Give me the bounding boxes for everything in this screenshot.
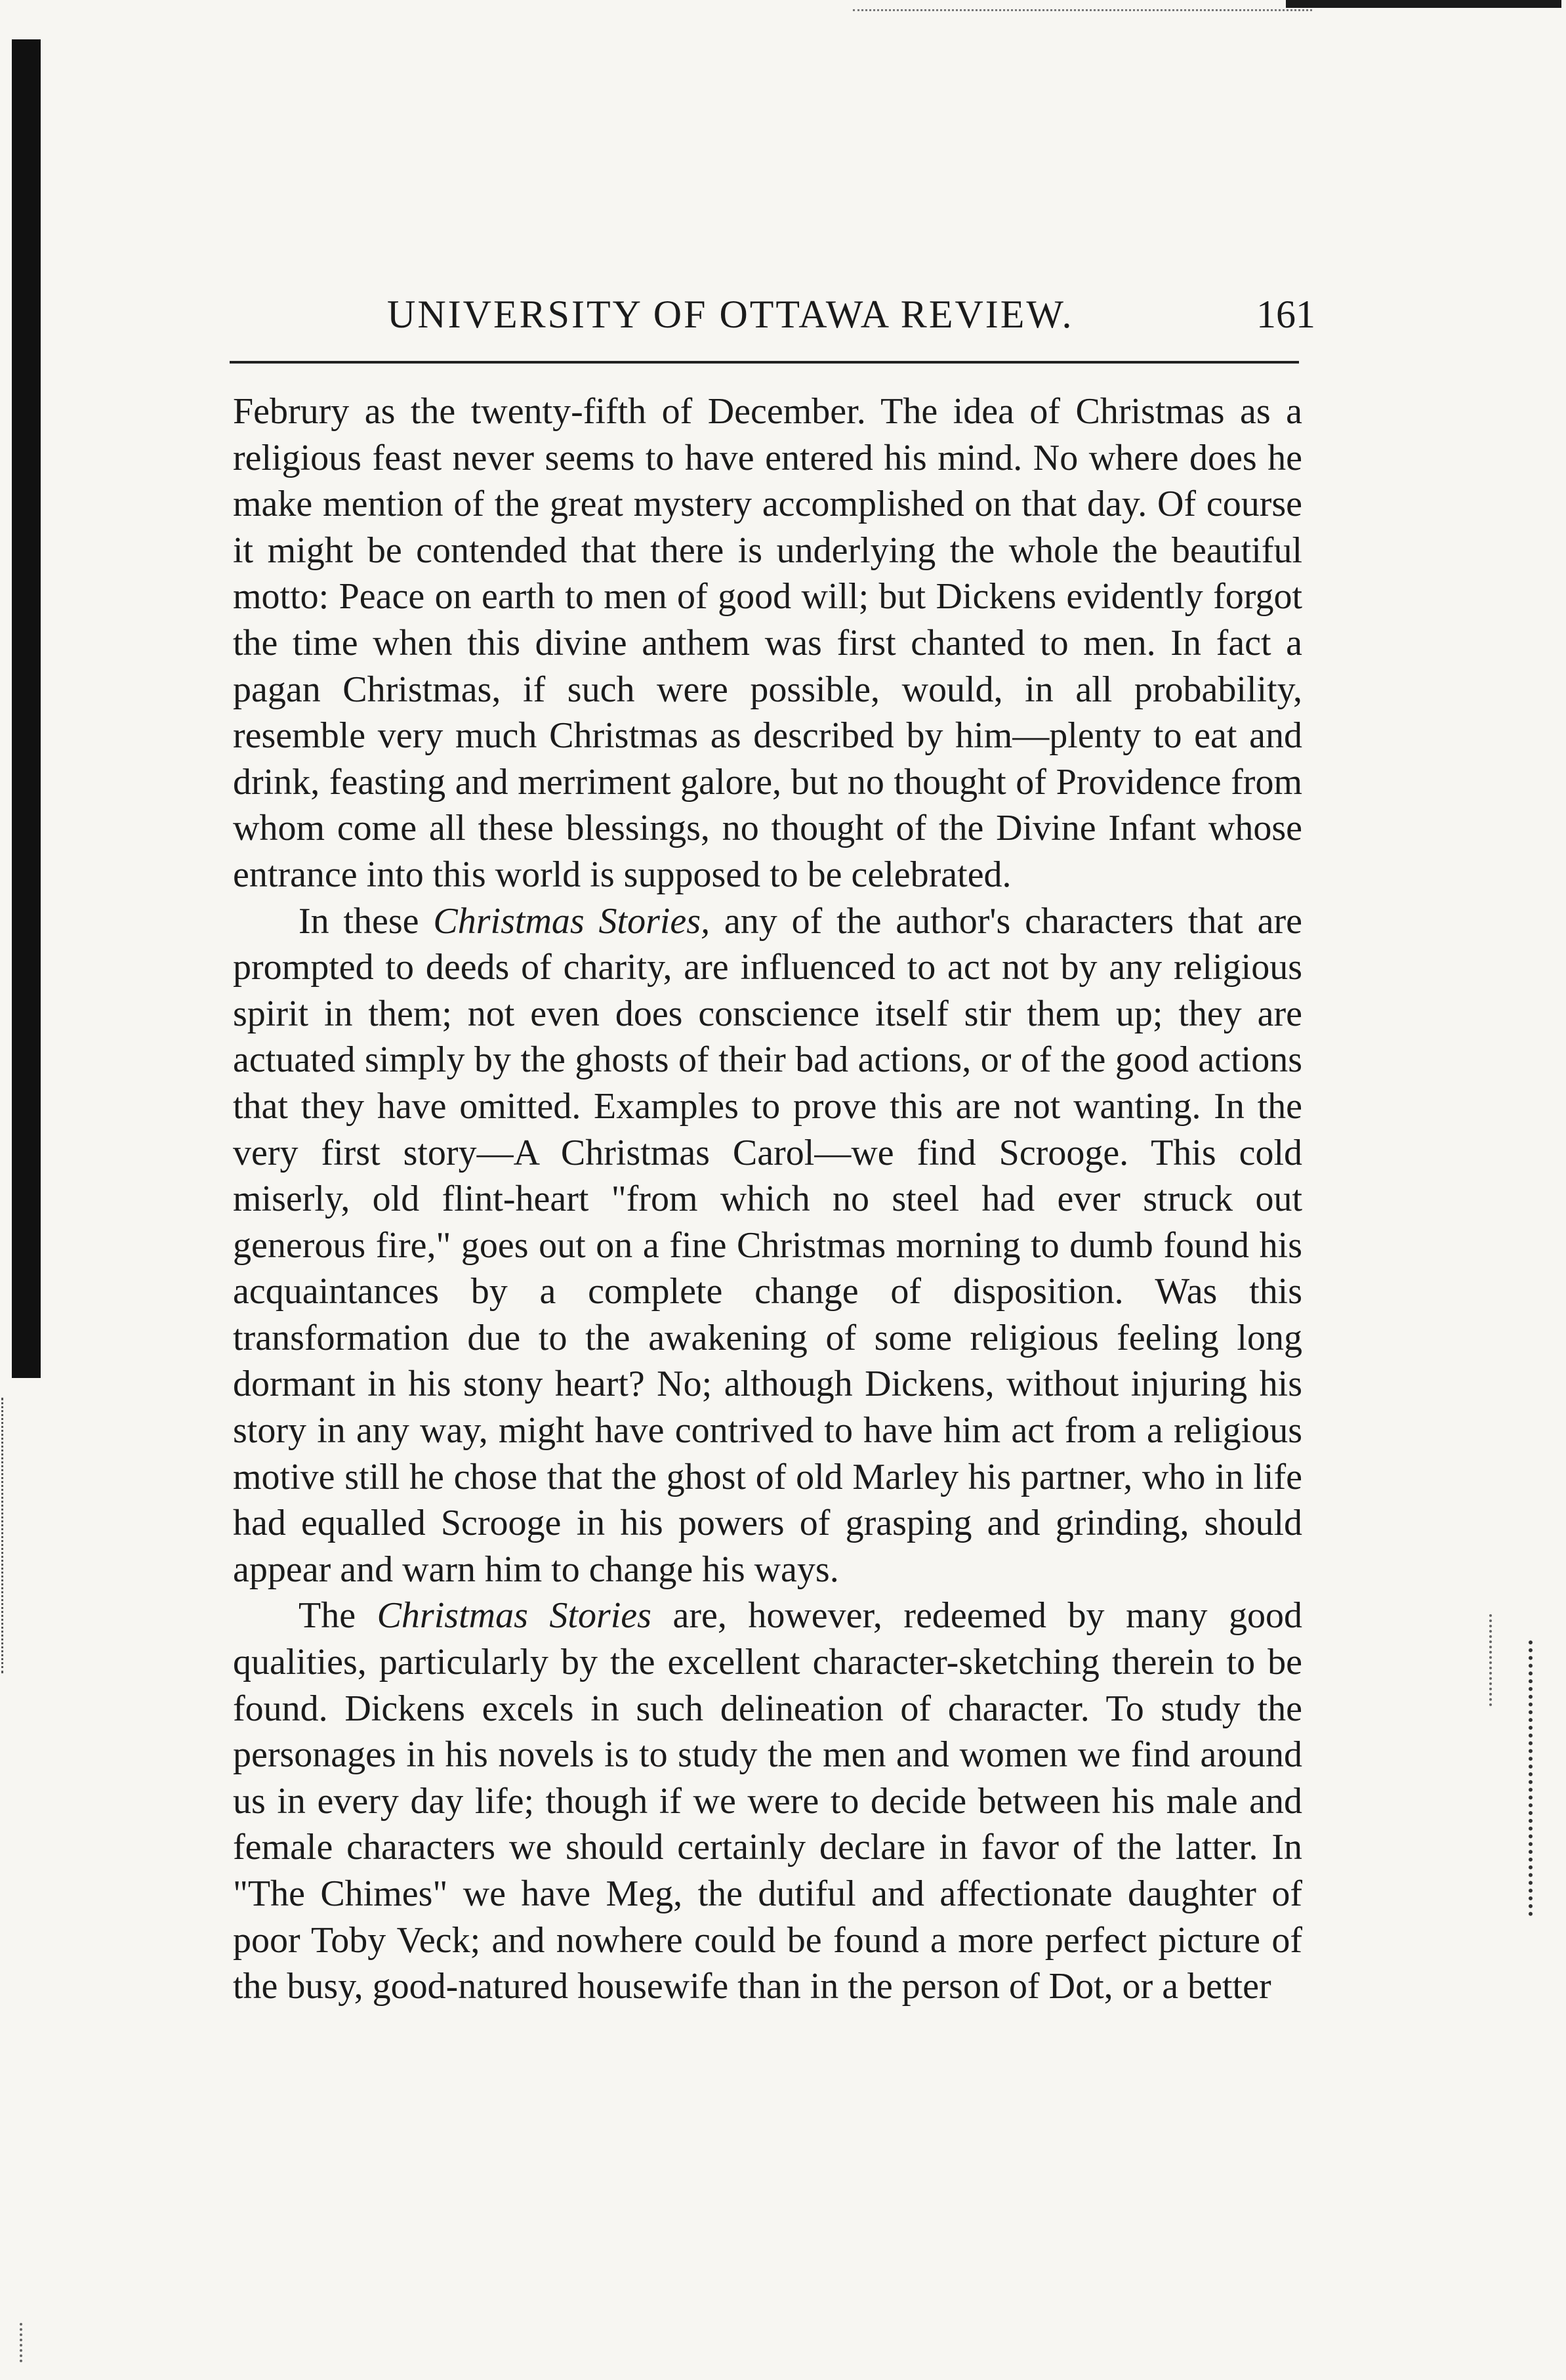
paragraph-2 bbox=[233, 898, 1302, 1593]
header-rule bbox=[230, 361, 1299, 364]
paragraph-3-body: are, however, redeemed by many good qualities, particularly by the excellent character-sketching therein to be found. Dickens excels in such delineation of character. To study the personages in his novels is to study the men and women we find around us in every day life; though if we were to decide between his male and female characters we should certainly declare in favor of the latter. In "The Chimes" we have Meg, the dutiful and affectionate daughter of poor Toby Veck; and nowhere could be found a more perfect picture of the busy, good-natured housewife than in the person of Dot, or a better bbox=[233, 1595, 1302, 2007]
scan-speckle-bottom bbox=[20, 2323, 42, 2362]
book-title-christmas-stories: Christmas Stories, bbox=[433, 900, 711, 942]
scan-speckle-left bbox=[1, 1398, 7, 1673]
book-title-christmas-stories-2: Christmas Stories bbox=[377, 1595, 651, 1637]
scan-top-edge bbox=[1286, 0, 1561, 8]
scan-binding-edge bbox=[12, 39, 41, 1378]
running-head: UNIVERSITY OF OTTAWA REVIEW. bbox=[387, 293, 1074, 336]
page-number: 161 bbox=[1256, 293, 1315, 336]
scan-speckle-right-inner bbox=[1489, 1614, 1495, 1706]
paragraph-2-lead: In these bbox=[299, 900, 419, 942]
paragraph-3 bbox=[233, 1593, 1302, 2009]
scan-speckle-top bbox=[853, 9, 1312, 18]
paragraph-1: Februry as the twenty-fifth of December. The idea of Christmas as a religious feast never seems to have entered his mind. No where does he make mention of the great mystery accomplished on that day. Of course it might be contended that there is underlying the whole the beautiful motto: Peace on earth to men of good will; but Dickens evidently forgot the time when this divine anthem was first chanted to men. In fact a pagan Christmas, if such were possible, would, in all probability, resemble very much Christmas as described by him—plenty to eat and drink, feasting and merriment galore, but no thought of Providence from whom come all these blessings, no thought of the Divine Infant whose entrance into this world is supposed to be celebrated. bbox=[233, 391, 1302, 895]
scan-speckle-right bbox=[1529, 1640, 1538, 1916]
paragraph-2-body: any of the author's characters that are prompted to deeds of charity, are influenced to act not by any religious spirit in them; not even does conscience itself stir them up; they are actuated simply by the ghosts of their bad actions, or of the good actions that they have omitted. Examples to prove this are not wanting. In the very first story—A Christmas Carol—we find Scrooge. This cold miserly, old flint-heart "from which no steel had ever struck out generous fire," goes out on a fine Christmas morning to dumb found his acquaintances by a complete change of disposition. Was this transformation due to the awakening of some religious feeling long dormant in his stony heart? No; although Dickens, without injuring his story in any way, might have contrived to have him act from a religious motive still he chose that the ghost of old Marley his partner, who in life had equalled Scrooge in his powers of grasping and grinding, should appear and warn him to change his ways. bbox=[233, 900, 1303, 1590]
body-text bbox=[233, 388, 1302, 2010]
page-header bbox=[387, 292, 1315, 344]
paragraph-3-lead: The bbox=[299, 1595, 356, 1637]
